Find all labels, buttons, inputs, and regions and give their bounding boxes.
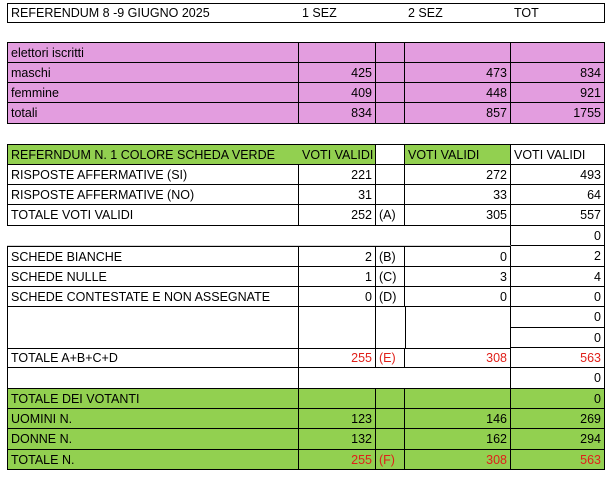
elettori-title-row <box>7 42 605 63</box>
row-tag[interactable] <box>376 185 405 205</box>
sez1-value[interactable] <box>299 226 376 246</box>
sez1-value[interactable] <box>299 368 376 389</box>
tot-value[interactable]: 557 <box>511 205 605 226</box>
sez1-value[interactable]: 132 <box>299 429 376 450</box>
sez1-value[interactable]: 31 <box>299 185 376 205</box>
row-label[interactable]: RISPOSTE AFFERMATIVE (NO) <box>7 185 299 205</box>
elettori-s1[interactable]: 409 <box>299 83 376 103</box>
elettori-s2[interactable]: 473 <box>405 63 511 83</box>
tot-value[interactable]: 563 <box>511 450 605 470</box>
referendum-row <box>7 226 605 246</box>
row-label[interactable]: DONNE N. <box>7 429 299 450</box>
sez2-value[interactable]: 308 <box>405 450 511 470</box>
voti-validi-header-1[interactable]: VOTI VALIDI <box>299 144 376 165</box>
sez2-value[interactable]: 308 <box>405 348 511 368</box>
row-label[interactable]: UOMINI N. <box>7 409 299 429</box>
referendum-row <box>7 368 605 389</box>
row-label[interactable] <box>7 307 299 328</box>
elettori-tot[interactable]: 921 <box>511 83 605 103</box>
votanti-row <box>7 450 605 470</box>
header-empty[interactable] <box>376 3 405 23</box>
row-tag[interactable] <box>376 368 405 389</box>
header-sez1[interactable]: 1 SEZ <box>299 3 376 23</box>
tot-value[interactable]: 563 <box>511 348 605 368</box>
votanti-row <box>7 429 605 450</box>
elettori-row <box>7 63 605 83</box>
cell[interactable] <box>376 63 405 83</box>
sez2-value[interactable]: 33 <box>405 185 511 205</box>
tot-value[interactable]: 294 <box>511 429 605 450</box>
sez2-value[interactable]: 146 <box>405 409 511 429</box>
cell[interactable] <box>376 103 405 124</box>
referendum-row <box>7 287 605 307</box>
sez2-value[interactable]: 162 <box>405 429 511 450</box>
tot-value[interactable]: 64 <box>511 185 605 205</box>
referendum-row <box>7 185 605 205</box>
row-label[interactable]: SCHEDE CONTESTATE E NON ASSEGNATE <box>7 287 299 307</box>
sez2-value[interactable]: 305 <box>405 205 511 226</box>
sez2-value[interactable]: 0 <box>405 246 511 267</box>
elettori-label[interactable]: totali <box>7 103 299 124</box>
tot-value[interactable]: 0 <box>511 287 605 307</box>
row-tag[interactable] <box>376 165 405 185</box>
referendum-row <box>7 348 605 368</box>
row-label[interactable]: SCHEDE NULLE <box>7 267 299 287</box>
row-label[interactable] <box>7 328 299 348</box>
row-tag[interactable]: (F) <box>376 450 405 470</box>
row-tag[interactable] <box>376 328 405 348</box>
sez1-value[interactable]: 255 <box>299 348 376 368</box>
cell[interactable] <box>376 144 405 165</box>
elettori-title[interactable]: elettori iscritti <box>7 42 299 63</box>
row-label[interactable]: TOTALE VOTI VALIDI <box>7 205 299 226</box>
tot-value[interactable]: 0 <box>511 226 605 246</box>
votanti-title-tot[interactable]: 0 <box>511 389 605 409</box>
elettori-tot[interactable]: 1755 <box>511 103 605 124</box>
cell[interactable] <box>299 389 376 409</box>
elettori-label[interactable]: maschi <box>7 63 299 83</box>
tot-value[interactable]: 493 <box>511 165 605 185</box>
tot-value[interactable]: 269 <box>511 409 605 429</box>
sez2-value[interactable] <box>405 328 511 348</box>
tot-value[interactable]: 0 <box>511 307 605 328</box>
referendum-section-title[interactable]: REFERNDUM N. 1 COLORE SCHEDA VERDE <box>7 144 299 165</box>
row-label[interactable] <box>7 368 299 389</box>
row-label[interactable] <box>7 226 299 246</box>
sez1-value[interactable] <box>299 328 376 348</box>
tot-value[interactable]: 2 <box>511 246 605 267</box>
votanti-row <box>7 409 605 429</box>
sez1-value[interactable]: 252 <box>299 205 376 226</box>
row-tag[interactable]: (B) <box>376 246 405 267</box>
sez1-value[interactable] <box>299 307 376 328</box>
sez1-value[interactable]: 2 <box>299 246 376 267</box>
cell[interactable] <box>405 389 511 409</box>
voti-validi-header-3[interactable]: VOTI VALIDI <box>511 144 605 165</box>
cell[interactable] <box>405 42 511 63</box>
sez1-value[interactable]: 1 <box>299 267 376 287</box>
sez1-value[interactable]: 255 <box>299 450 376 470</box>
header-tot[interactable]: TOT <box>511 3 605 23</box>
sez2-value[interactable] <box>405 226 511 246</box>
voti-validi-header-2[interactable]: VOTI VALIDI <box>405 144 511 165</box>
cell[interactable] <box>299 42 376 63</box>
row-tag[interactable] <box>376 429 405 450</box>
votanti-title-row <box>7 389 605 409</box>
referendum-row <box>7 165 605 185</box>
row-tag[interactable] <box>376 226 405 246</box>
sez1-value[interactable]: 221 <box>299 165 376 185</box>
sez2-value[interactable]: 0 <box>405 287 511 307</box>
header-sez2[interactable]: 2 SEZ <box>405 3 511 23</box>
row-label[interactable]: TOTALE A+B+C+D <box>7 348 299 368</box>
referendum-row <box>7 246 605 267</box>
referendum-title[interactable]: REFERENDUM 8 -9 GIUGNO 2025 <box>7 3 299 23</box>
elettori-s2[interactable]: 448 <box>405 83 511 103</box>
referendum-row <box>7 307 605 328</box>
sez2-value[interactable] <box>405 368 511 389</box>
elettori-s1[interactable]: 834 <box>299 103 376 124</box>
cell[interactable] <box>376 42 405 63</box>
cell[interactable] <box>376 83 405 103</box>
row-label[interactable]: RISPOSTE AFFERMATIVE (SI) <box>7 165 299 185</box>
row-tag[interactable] <box>376 409 405 429</box>
tot-value[interactable]: 4 <box>511 267 605 287</box>
row-tag[interactable]: (C) <box>376 267 405 287</box>
elettori-s2[interactable]: 857 <box>405 103 511 124</box>
elettori-tot[interactable]: 834 <box>511 63 605 83</box>
tot-value[interactable]: 0 <box>511 328 605 348</box>
referendum-row <box>7 267 605 287</box>
elettori-row <box>7 103 605 124</box>
row-tag[interactable]: (D) <box>376 287 405 307</box>
row-tag[interactable] <box>376 307 405 328</box>
row-label[interactable]: SCHEDE BIANCHE <box>7 246 299 267</box>
cell[interactable] <box>511 42 605 63</box>
row-tag[interactable]: (E) <box>376 348 405 368</box>
header-row <box>7 3 605 23</box>
row-tag[interactable]: (A) <box>376 205 405 226</box>
votanti-title[interactable]: TOTALE DEI VOTANTI <box>7 389 299 409</box>
sez2-value[interactable]: 272 <box>405 165 511 185</box>
sez1-value[interactable]: 0 <box>299 287 376 307</box>
referendum-row <box>7 205 605 226</box>
sez2-value[interactable] <box>405 307 511 328</box>
sez2-value[interactable]: 3 <box>405 267 511 287</box>
cell[interactable] <box>376 389 405 409</box>
elettori-label[interactable]: femmine <box>7 83 299 103</box>
elettori-row <box>7 83 605 103</box>
tot-value[interactable]: 0 <box>511 368 605 389</box>
referendum-row <box>7 328 605 348</box>
row-label[interactable]: TOTALE N. <box>7 450 299 470</box>
referendum-header-row <box>7 144 605 165</box>
elettori-s1[interactable]: 425 <box>299 63 376 83</box>
sez1-value[interactable]: 123 <box>299 409 376 429</box>
